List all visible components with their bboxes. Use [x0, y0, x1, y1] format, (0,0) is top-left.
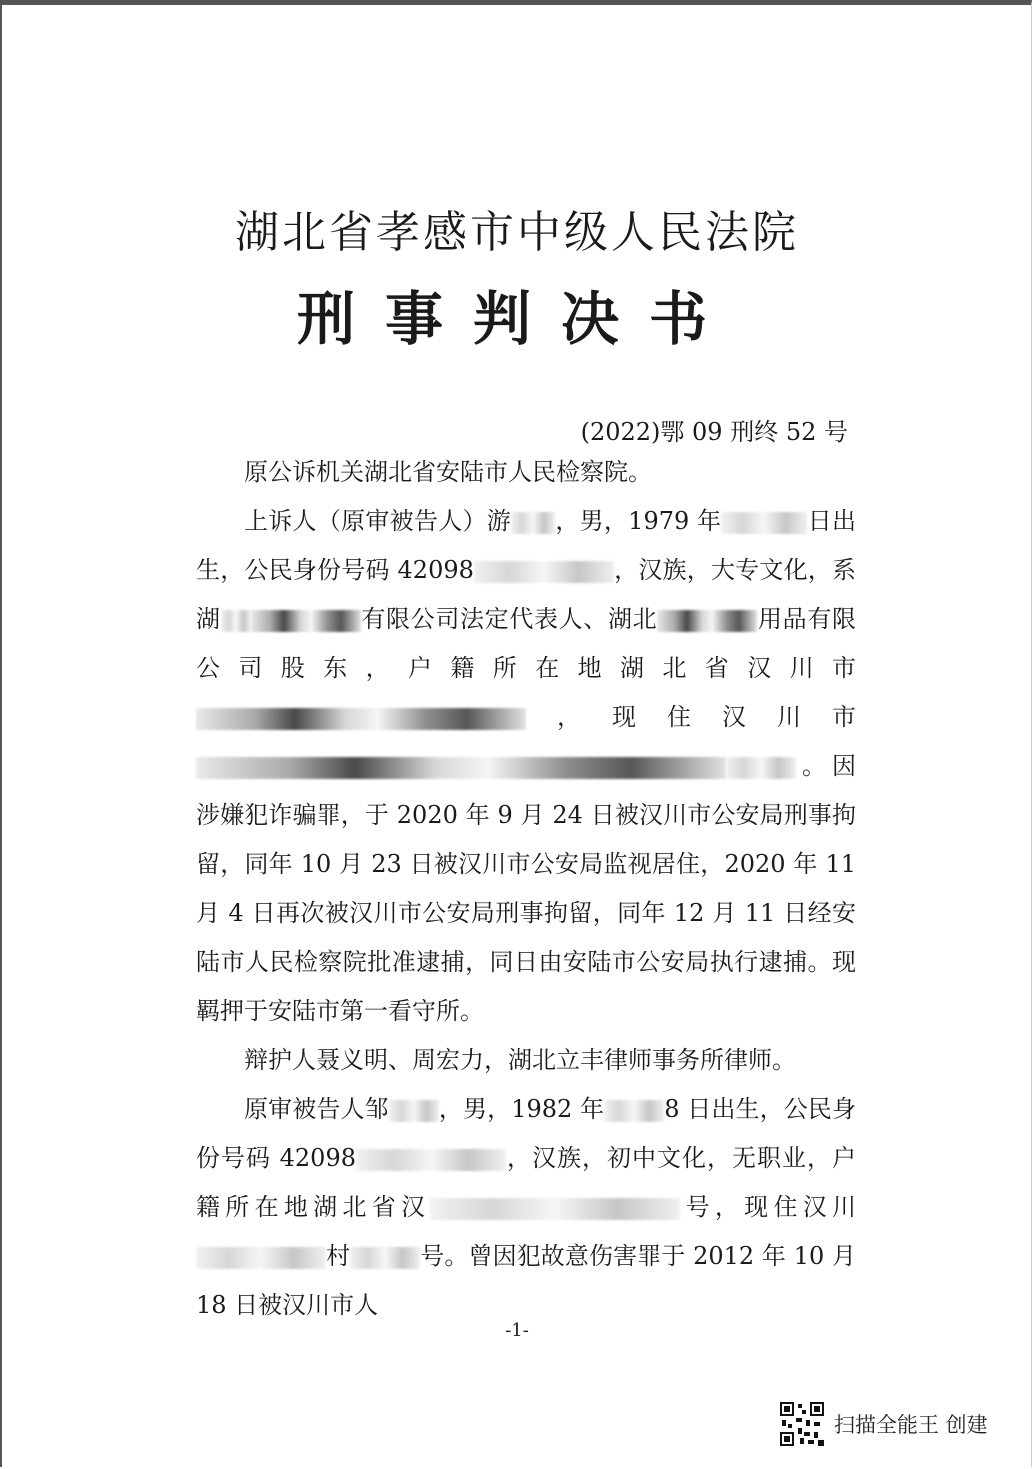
paragraph-text: 号，现住汉川 [680, 1193, 857, 1221]
redacted-block [356, 1149, 506, 1171]
paragraph-text: 原审被告人邹 [244, 1095, 389, 1123]
redacted-block [196, 708, 526, 730]
paragraph-text: ，男，1982 年 [438, 1095, 605, 1123]
qr-code-icon [778, 1400, 826, 1448]
paragraph-text: 辩护人聂义明、周宏力，湖北立丰律师事务所律师。 [244, 1046, 796, 1074]
case-number: (2022)鄂 09 刑终 52 号 [580, 418, 848, 446]
paragraph [196, 497, 856, 1036]
page-number: -1- [505, 1320, 529, 1341]
court-name: 湖北省孝感市中级人民法院 [235, 207, 799, 258]
redacted-block [430, 1198, 680, 1220]
redacted-block [221, 610, 251, 632]
redacted-block [389, 1100, 439, 1122]
redacted-block [721, 512, 807, 534]
redacted-block [604, 1100, 664, 1122]
paragraph-text: 号。曾因犯故意伤害罪于 2012 年 10 月 18 日被汉川市人 [196, 1242, 856, 1319]
paragraph-text: 。因涉嫌犯诈骗罪，于 2020 年 9 月 24 日被汉川市公安局刑事拘留，同年 10 月 23 日被汉川市公安局监视居住，2020 年 11 月 4 日再次被汉川市公安局刑事拘留，同年 12 月 11 日经安陆市人民检察院批准逮捕，同日由安陆市公安局执行逮捕。现羁押于安陆市第一看守所。 [196, 752, 856, 1025]
paragraph-text: 上诉人（原审被告人）游 [244, 507, 512, 535]
judgment-body [196, 448, 856, 1330]
paragraph-text: 有限公司法定代表人、湖北 [360, 605, 658, 633]
paragraph-text: 日出生，公民身份号码 42098 [196, 507, 856, 584]
redacted-block [196, 1247, 326, 1269]
paragraph-text: 原公诉机关湖北省安陆市人民检察院。 [244, 458, 652, 486]
redacted-block [657, 610, 757, 632]
redacted-block [474, 561, 614, 583]
document-title: 刑事判决书 [296, 285, 737, 353]
paragraph-text: 用品有限公司股东，户籍所在地湖北省汉川市 [196, 605, 857, 682]
redacted-block [511, 512, 555, 534]
paragraph [196, 1036, 856, 1085]
redacted-block [251, 610, 361, 632]
paragraph-text: ，男，1979 年 [555, 507, 722, 535]
paragraph-text: ，现住汉川市 [526, 703, 856, 731]
redacted-block [726, 757, 796, 779]
paragraph-text: 8 日出生，公民身份号码 42098 [196, 1095, 856, 1172]
paragraph-text: ，汉族，大专文化，系湖 [196, 556, 857, 633]
paragraph [196, 448, 856, 497]
paragraph-text: 村 [326, 1242, 351, 1270]
redacted-block [350, 1247, 420, 1269]
paragraph [196, 1085, 856, 1330]
scanner-watermark [778, 1400, 988, 1448]
paragraph-text: ，汉族，初中文化，无职业，户籍所在地湖北省汉 [196, 1144, 856, 1221]
redacted-block [196, 757, 726, 779]
scanner-label: 扫描全能王 创建 [834, 1413, 988, 1437]
